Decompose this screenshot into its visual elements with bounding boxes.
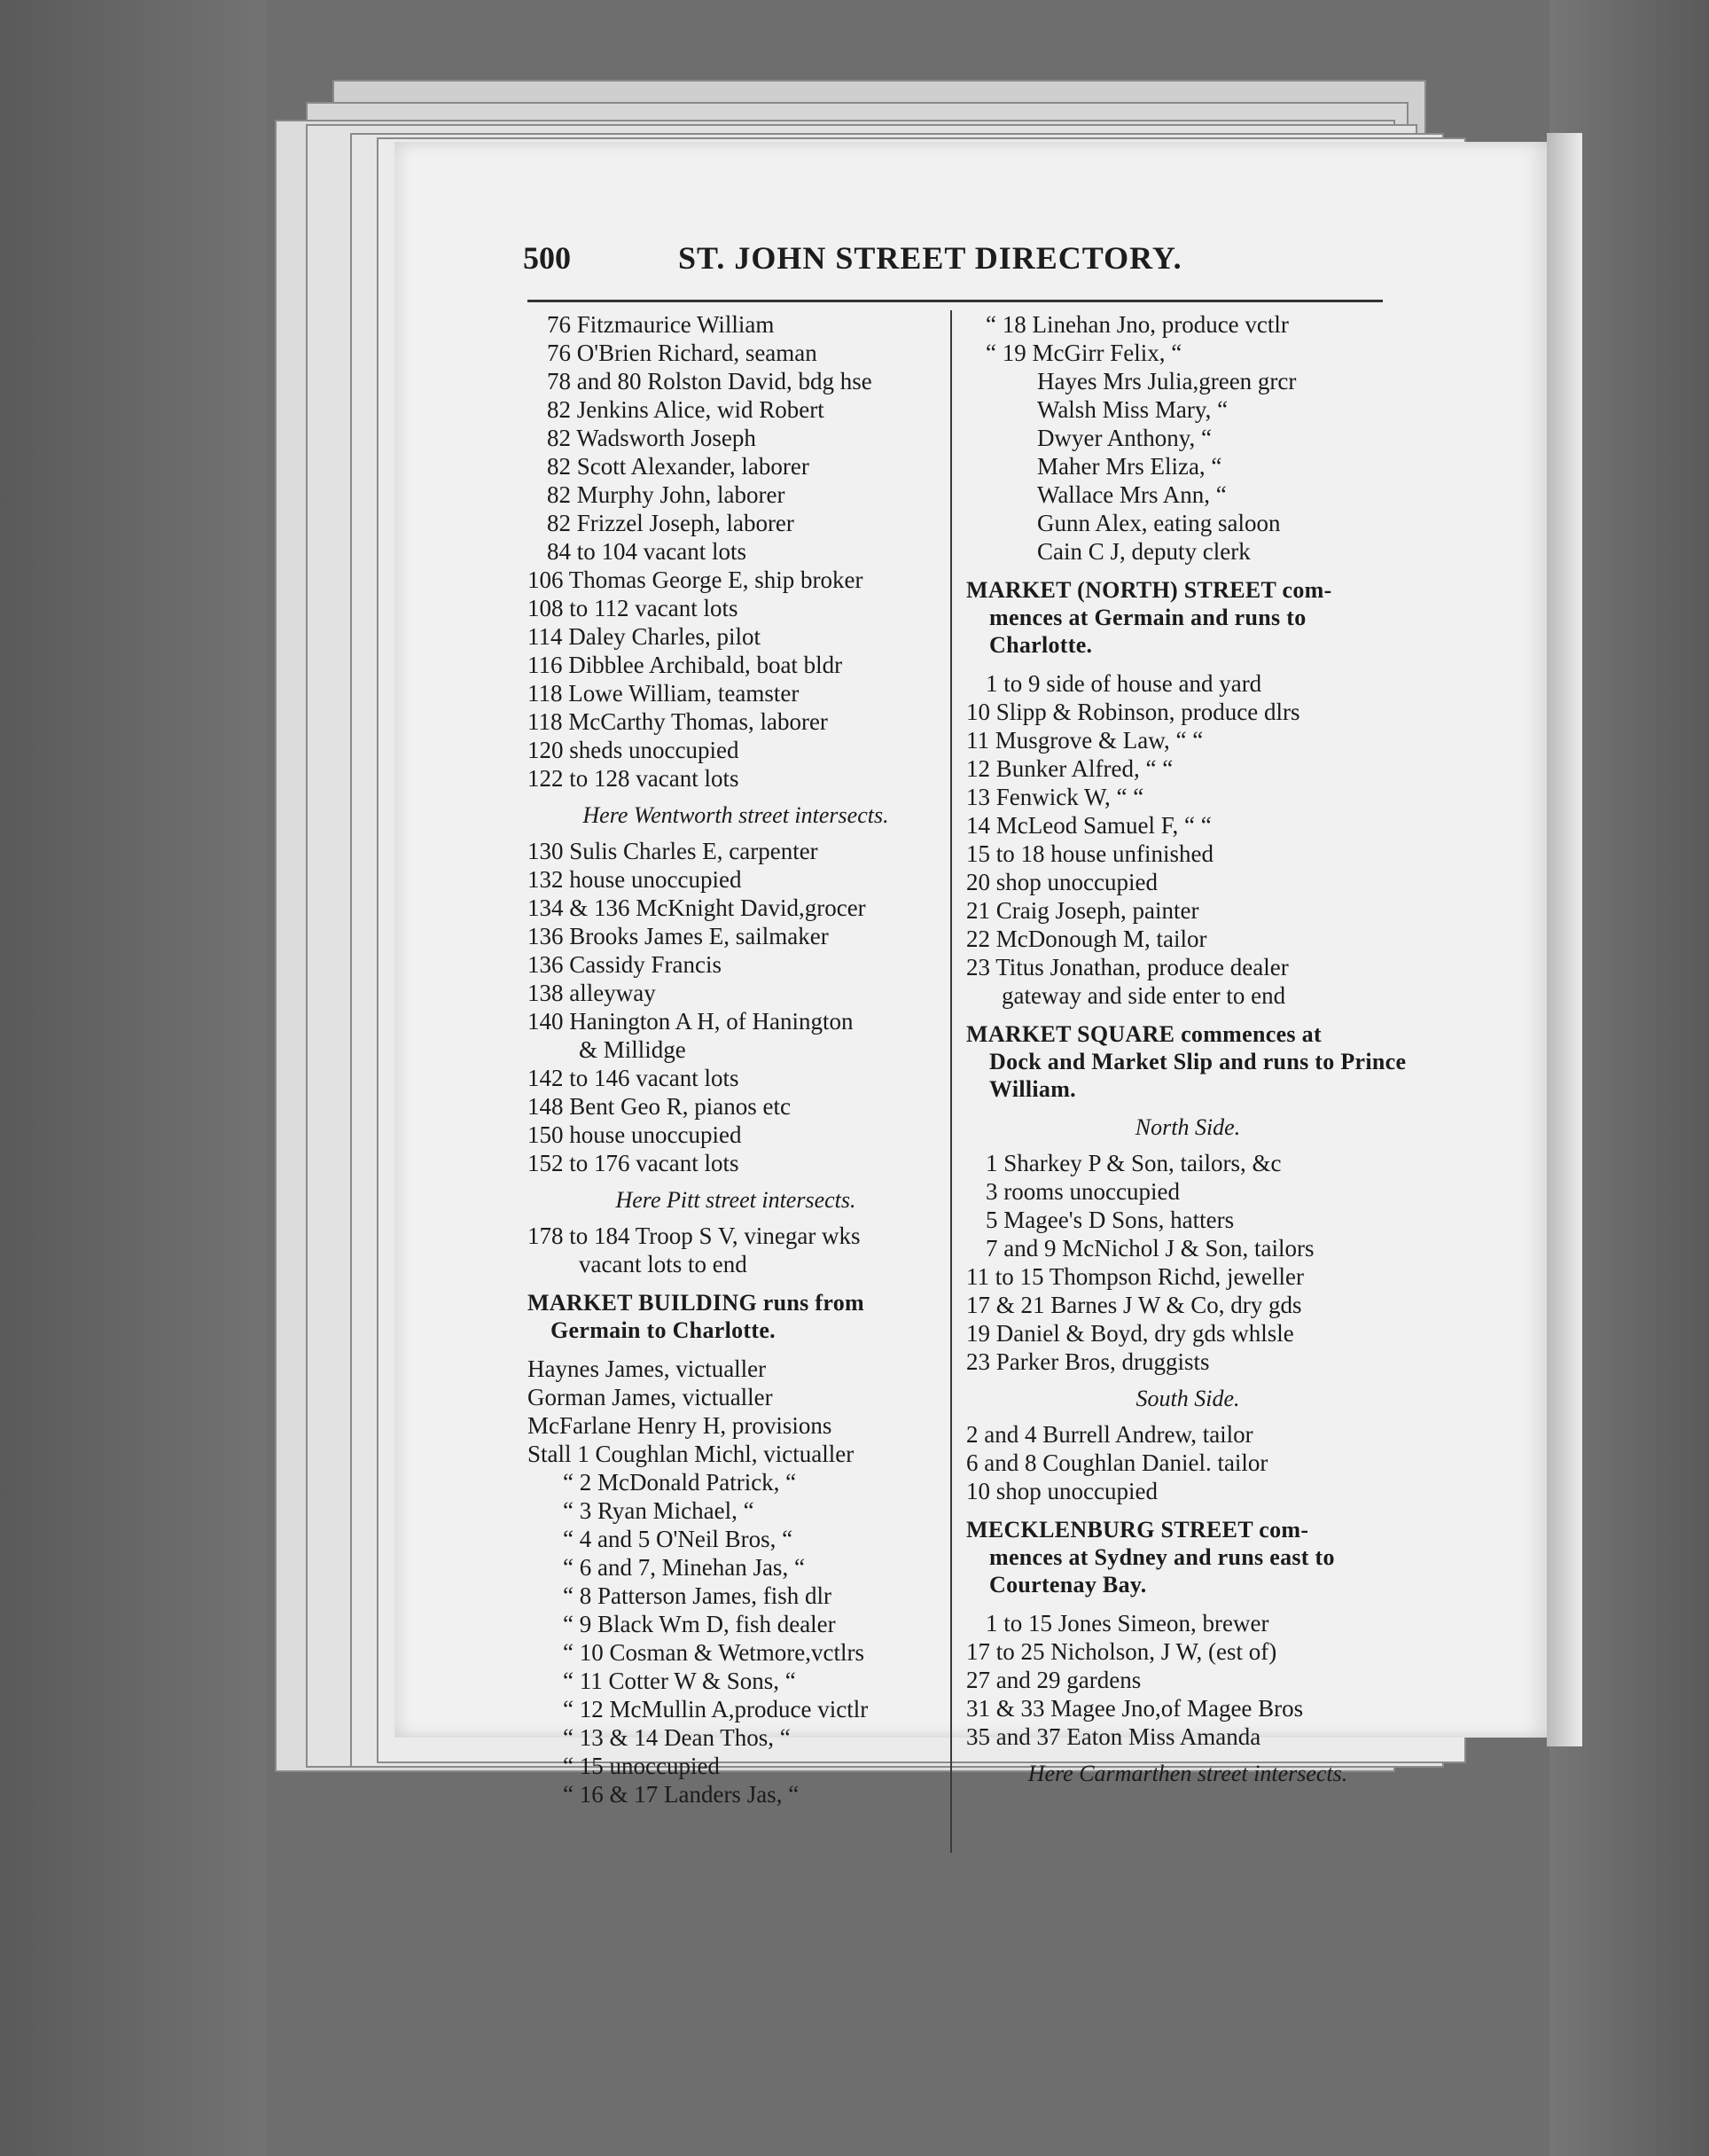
- directory-entry: 82 Murphy John, laborer: [547, 481, 785, 508]
- directory-entry: 108 to 112 vacant lots: [527, 595, 738, 621]
- directory-entry: Gunn Alex, eating saloon: [1037, 510, 1281, 536]
- directory-entry: McFarlane Henry H, provisions: [527, 1412, 832, 1439]
- page-number: 500: [523, 240, 571, 276]
- directory-entry: 19 Daniel & Boyd, dry gds whlsle: [966, 1320, 1294, 1347]
- intersection-note: North Side.: [1135, 1114, 1241, 1140]
- directory-entry: 31 & 33 Magee Jno,of Magee Bros: [966, 1695, 1304, 1722]
- directory-entry: 1 to 9 side of house and yard: [986, 670, 1262, 697]
- directory-entry: 1 to 15 Jones Simeon, brewer: [986, 1610, 1269, 1637]
- directory-entry: 14 McLeod Samuel F, “ “: [966, 812, 1212, 839]
- directory-entry: 78 and 80 Rolston David, bdg hse: [547, 368, 872, 394]
- directory-entry: 23 Parker Bros, druggists: [966, 1348, 1210, 1375]
- directory-entry: 140 Hanington A H, of Hanington: [527, 1008, 854, 1035]
- directory-entry: Hayes Mrs Julia,green grcr: [1037, 368, 1297, 394]
- directory-entry: Cain C J, deputy clerk: [1037, 538, 1251, 565]
- directory-entry: 13 Fenwick W, “ “: [966, 784, 1144, 810]
- directory-entry: 10 Slipp & Robinson, produce dlrs: [966, 699, 1300, 725]
- directory-entry: 138 alleyway: [527, 980, 656, 1006]
- directory-entry: 2 and 4 Burrell Andrew, tailor: [966, 1421, 1253, 1448]
- directory-entry: Stall 1 Coughlan Michl, victualler: [527, 1441, 854, 1467]
- directory-entry: Walsh Miss Mary, “: [1037, 396, 1229, 423]
- background-left: [0, 0, 266, 2156]
- directory-entry: 118 Lowe William, teamster: [527, 680, 800, 707]
- directory-entry: 142 to 146 vacant lots: [527, 1065, 739, 1091]
- directory-entry: Dwyer Anthony, “: [1037, 425, 1212, 451]
- directory-entry: 12 Bunker Alfred, “ “: [966, 755, 1174, 782]
- directory-entry: “ 19 McGirr Felix, “: [986, 340, 1182, 366]
- directory-entry: 152 to 176 vacant lots: [527, 1150, 739, 1176]
- directory-entry: 5 Magee's D Sons, hatters: [986, 1207, 1235, 1233]
- page-header: [523, 239, 1418, 293]
- intersection-note: Here Wentworth street intersects.: [582, 802, 889, 828]
- directory-entry: 82 Wadsworth Joseph: [547, 425, 756, 451]
- directory-entry: “ 10 Cosman & Wetmore,vctlrs: [563, 1639, 865, 1666]
- column-divider: [950, 310, 952, 1853]
- directory-entry: gateway and side enter to end: [1002, 982, 1286, 1009]
- street-heading: [527, 1289, 944, 1344]
- directory-entry: “ 6 and 7, Minehan Jas, “: [563, 1554, 805, 1581]
- directory-entry: 106 Thomas George E, ship broker: [527, 566, 863, 593]
- directory-entry: 1 Sharkey P & Son, tailors, &c: [986, 1150, 1282, 1176]
- directory-entry: 22 McDonough M, tailor: [966, 926, 1207, 952]
- directory-entry: “ 8 Patterson James, fish dlr: [563, 1582, 831, 1609]
- street-heading-text: MARKET (NORTH) STREET com-: [966, 577, 1332, 603]
- directory-entry: “ 3 Ryan Michael, “: [563, 1497, 754, 1524]
- intersection-note: Here Pitt street intersects.: [615, 1187, 856, 1213]
- street-heading: [966, 1516, 1409, 1598]
- directory-entry: 122 to 128 vacant lots: [527, 765, 739, 792]
- directory-entry: “ 18 Linehan Jno, produce vctlr: [986, 311, 1289, 338]
- directory-entry: “ 13 & 14 Dean Thos, “: [563, 1724, 791, 1751]
- street-heading: [966, 576, 1409, 659]
- directory-entry: 3 rooms unoccupied: [986, 1178, 1180, 1205]
- street-heading-continuation: mences at Germain and runs to Charlotte.: [989, 605, 1307, 658]
- directory-entry: 6 and 8 Coughlan Daniel. tailor: [966, 1449, 1268, 1476]
- directory-entry: 82 Frizzel Joseph, laborer: [547, 510, 794, 536]
- directory-entry: 35 and 37 Eaton Miss Amanda: [966, 1723, 1261, 1750]
- directory-entry: 116 Dibblee Archibald, boat bldr: [527, 652, 843, 678]
- directory-entry: 82 Jenkins Alice, wid Robert: [547, 396, 824, 423]
- directory-entry: “ 16 & 17 Landers Jas, “: [563, 1781, 800, 1808]
- directory-entry: 136 Brooks James E, sailmaker: [527, 923, 829, 949]
- directory-entry: 76 O'Brien Richard, seaman: [547, 340, 817, 366]
- directory-entry: 23 Titus Jonathan, produce dealer: [966, 954, 1289, 980]
- directory-entry: 11 Musgrove & Law, “ “: [966, 727, 1204, 754]
- directory-entry: “ 15 unoccupied: [563, 1753, 720, 1779]
- directory-entry: Maher Mrs Eliza, “: [1037, 453, 1222, 480]
- intersection-note: South Side.: [1135, 1386, 1240, 1411]
- directory-entry: 136 Cassidy Francis: [527, 951, 722, 978]
- directory-entry: 178 to 184 Troop S V, vinegar wks: [527, 1223, 861, 1249]
- directory-entry: 17 & 21 Barnes J W & Co, dry gds: [966, 1292, 1302, 1318]
- directory-entry: 84 to 104 vacant lots: [547, 538, 746, 565]
- left-column: [527, 310, 944, 1808]
- directory-entry: 150 house unoccupied: [527, 1121, 742, 1148]
- directory-entry: 21 Craig Joseph, painter: [966, 897, 1199, 924]
- directory-entry: 7 and 9 McNichol J & Son, tailors: [986, 1235, 1315, 1262]
- directory-entry: “ 11 Cotter W & Sons, “: [563, 1668, 796, 1694]
- directory-entry: 11 to 15 Thompson Richd, jeweller: [966, 1263, 1304, 1290]
- directory-entry: 118 McCarthy Thomas, laborer: [527, 708, 828, 735]
- street-heading-text: MARKET SQUARE commences at: [966, 1021, 1322, 1047]
- directory-entry: 10 shop unoccupied: [966, 1478, 1158, 1504]
- page-title: ST. JOHN STREET DIRECTORY.: [678, 240, 1182, 276]
- street-heading-text: MECKLENBURG STREET com-: [966, 1517, 1309, 1543]
- directory-entry: “ 9 Black Wm D, fish dealer: [563, 1611, 836, 1637]
- directory-entry: & Millidge: [579, 1036, 686, 1063]
- directory-entry: 134 & 136 McKnight David,grocer: [527, 894, 866, 921]
- intersection-note: Here Carmarthen street intersects.: [1027, 1761, 1348, 1786]
- street-heading-continuation: Germain to Charlotte.: [550, 1317, 776, 1343]
- next-page-edge: [1547, 133, 1582, 1746]
- directory-entry: “ 12 McMullin A,produce victlr: [563, 1696, 869, 1722]
- directory-entry: 148 Bent Geo R, pianos etc: [527, 1093, 791, 1120]
- directory-entry: 82 Scott Alexander, laborer: [547, 453, 809, 480]
- directory-entry: “ 4 and 5 O'Neil Bros, “: [563, 1526, 793, 1552]
- directory-entry: 20 shop unoccupied: [966, 869, 1158, 895]
- directory-entry: 130 Sulis Charles E, carpenter: [527, 838, 818, 864]
- street-heading-continuation: Dock and Market Slip and runs to Prince William.: [989, 1049, 1407, 1102]
- directory-entry: 76 Fitzmaurice William: [547, 311, 775, 338]
- directory-entry: 132 house unoccupied: [527, 866, 742, 893]
- street-heading-continuation: mences at Sydney and runs east to Courtenay Bay.: [989, 1544, 1335, 1597]
- header-rule: [527, 300, 1383, 302]
- directory-entry: 114 Daley Charles, pilot: [527, 623, 761, 650]
- directory-page: [394, 142, 1547, 1808]
- right-column: [966, 310, 1409, 1795]
- directory-entry: Wallace Mrs Ann, “: [1037, 481, 1227, 508]
- directory-entry: 27 and 29 gardens: [966, 1667, 1142, 1693]
- directory-entry: 17 to 25 Nicholson, J W, (est of): [966, 1638, 1277, 1665]
- street-heading-text: MARKET BUILDING runs from: [527, 1290, 864, 1316]
- directory-entry: 15 to 18 house unfinished: [966, 840, 1213, 867]
- directory-entry: “ 2 McDonald Patrick, “: [563, 1469, 797, 1496]
- directory-entry: 120 sheds unoccupied: [527, 737, 739, 763]
- directory-entry: Haynes James, victualler: [527, 1355, 767, 1382]
- directory-entry: vacant lots to end: [579, 1251, 747, 1277]
- street-heading: [966, 1020, 1409, 1103]
- directory-entry: Gorman James, victualler: [527, 1384, 773, 1410]
